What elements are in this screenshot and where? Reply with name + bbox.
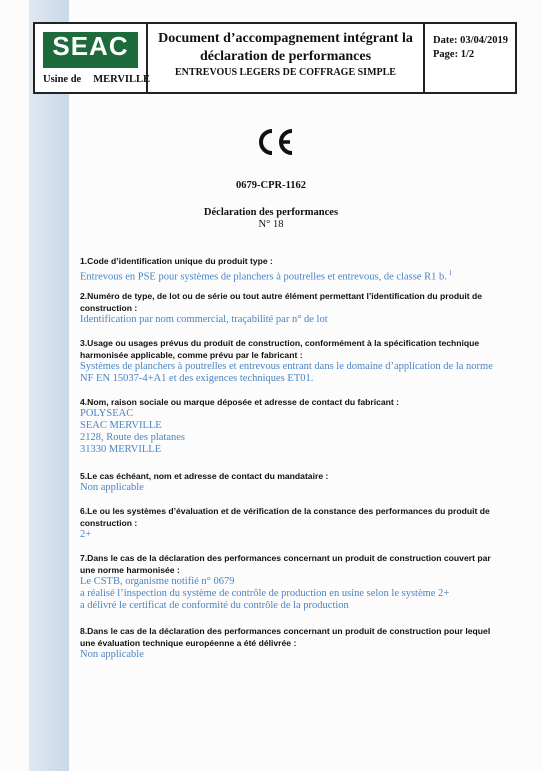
document-date: Date: 03/04/2019 [433, 35, 508, 46]
section-answer: 31330 MERVILLE [80, 444, 162, 455]
company-logo-cell [35, 24, 151, 92]
section-1 [80, 255, 500, 284]
section-question: 7.Dans le cas de la déclaration des performances concernant un produit de construction couvert par une norme harmonisée : [80, 553, 491, 575]
declaration-title: Déclaration des performances [203, 207, 339, 218]
section-question: 1.Code d’identification unique du produit type : [80, 256, 273, 266]
section-answer: SEAC MERVILLE [80, 420, 162, 431]
section-6 [80, 505, 500, 541]
document-title-cell [148, 24, 425, 92]
title-line-1: Document d’accompagnement intégrant la [158, 31, 413, 46]
section-question: 6.Le ou les systèmes d’évaluation et de vérification de la constance des performances du produit de construction : [80, 506, 490, 528]
title-line-2: déclaration de performances [199, 49, 372, 64]
section-answer: a délivré le certificat de conformité du contrôle de la production [80, 600, 349, 611]
section-8 [80, 625, 500, 661]
section-question: 8.Dans le cas de la déclaration des performances concernant un produit de construction pour lequel une évaluation technique européenne a été délivrée : [80, 626, 491, 648]
ce-mark-icon [256, 127, 294, 157]
section-7 [80, 552, 500, 612]
section-3 [80, 337, 500, 385]
document-header [33, 22, 517, 94]
scan-edge-band [29, 0, 69, 771]
plant-name: MERVILLE [93, 74, 151, 85]
section-answer: Identification par nom commercial, traçabilité par n° de lot [80, 314, 328, 325]
section-question: 5.Le cas échéant, nom et adresse de contact du mandataire : [80, 471, 329, 481]
section-answer: Non applicable [80, 649, 144, 660]
certificate-code: 0679-CPR-1162 [236, 180, 306, 191]
section-question: 2.Numéro de type, de lot ou de série ou tout autre élément permettant l’identification du produit de construction : [80, 291, 483, 313]
section-2 [80, 290, 500, 326]
declaration-number: N° 18 [258, 219, 284, 230]
section-question: 3.Usage ou usages prévus du produit de construction, conformément à la spécification technique harmonisée applicable, comme prévu par le fabricant : [80, 338, 480, 360]
page-number: Page: 1/2 [433, 49, 475, 60]
section-answer: 2128, Route des platanes [80, 432, 185, 443]
date-page-cell [425, 24, 515, 92]
section-question: 4.Nom, raison sociale ou marque déposée et adresse de contact du fabricant : [80, 397, 400, 407]
section-answer: Le CSTB, organisme notifié n° 0679 [80, 576, 235, 587]
section-5 [80, 470, 500, 494]
section-answer: a réalisé l’inspection du système de contrôle de production en usine selon le système 2+ [80, 588, 450, 599]
section-answer: 2+ [80, 529, 92, 540]
seac-logo: SEAC [43, 32, 138, 64]
plant-location [43, 74, 150, 85]
section-answer: POLYSEAC [80, 408, 134, 419]
section-4 [80, 396, 500, 456]
document-subtitle: ENTREVOUS LEGERS DE COFFRAGE SIMPLE [175, 67, 396, 78]
section-answer: Non applicable [80, 482, 144, 493]
logo-tagline-bar [43, 64, 138, 68]
section-answer: Systèmes de planchers à poutrelles et entrevous entrant dans le domaine d’application de la norme NF EN 15037-4+A1 et des exigences techniques ET01. [80, 361, 493, 384]
section-answer: Entrevous en PSE pour systèmes de planchers à poutrelles et entrevous, de classe R1 b. $^1$ [80, 269, 453, 283]
plant-label: Usine de [43, 74, 82, 85]
